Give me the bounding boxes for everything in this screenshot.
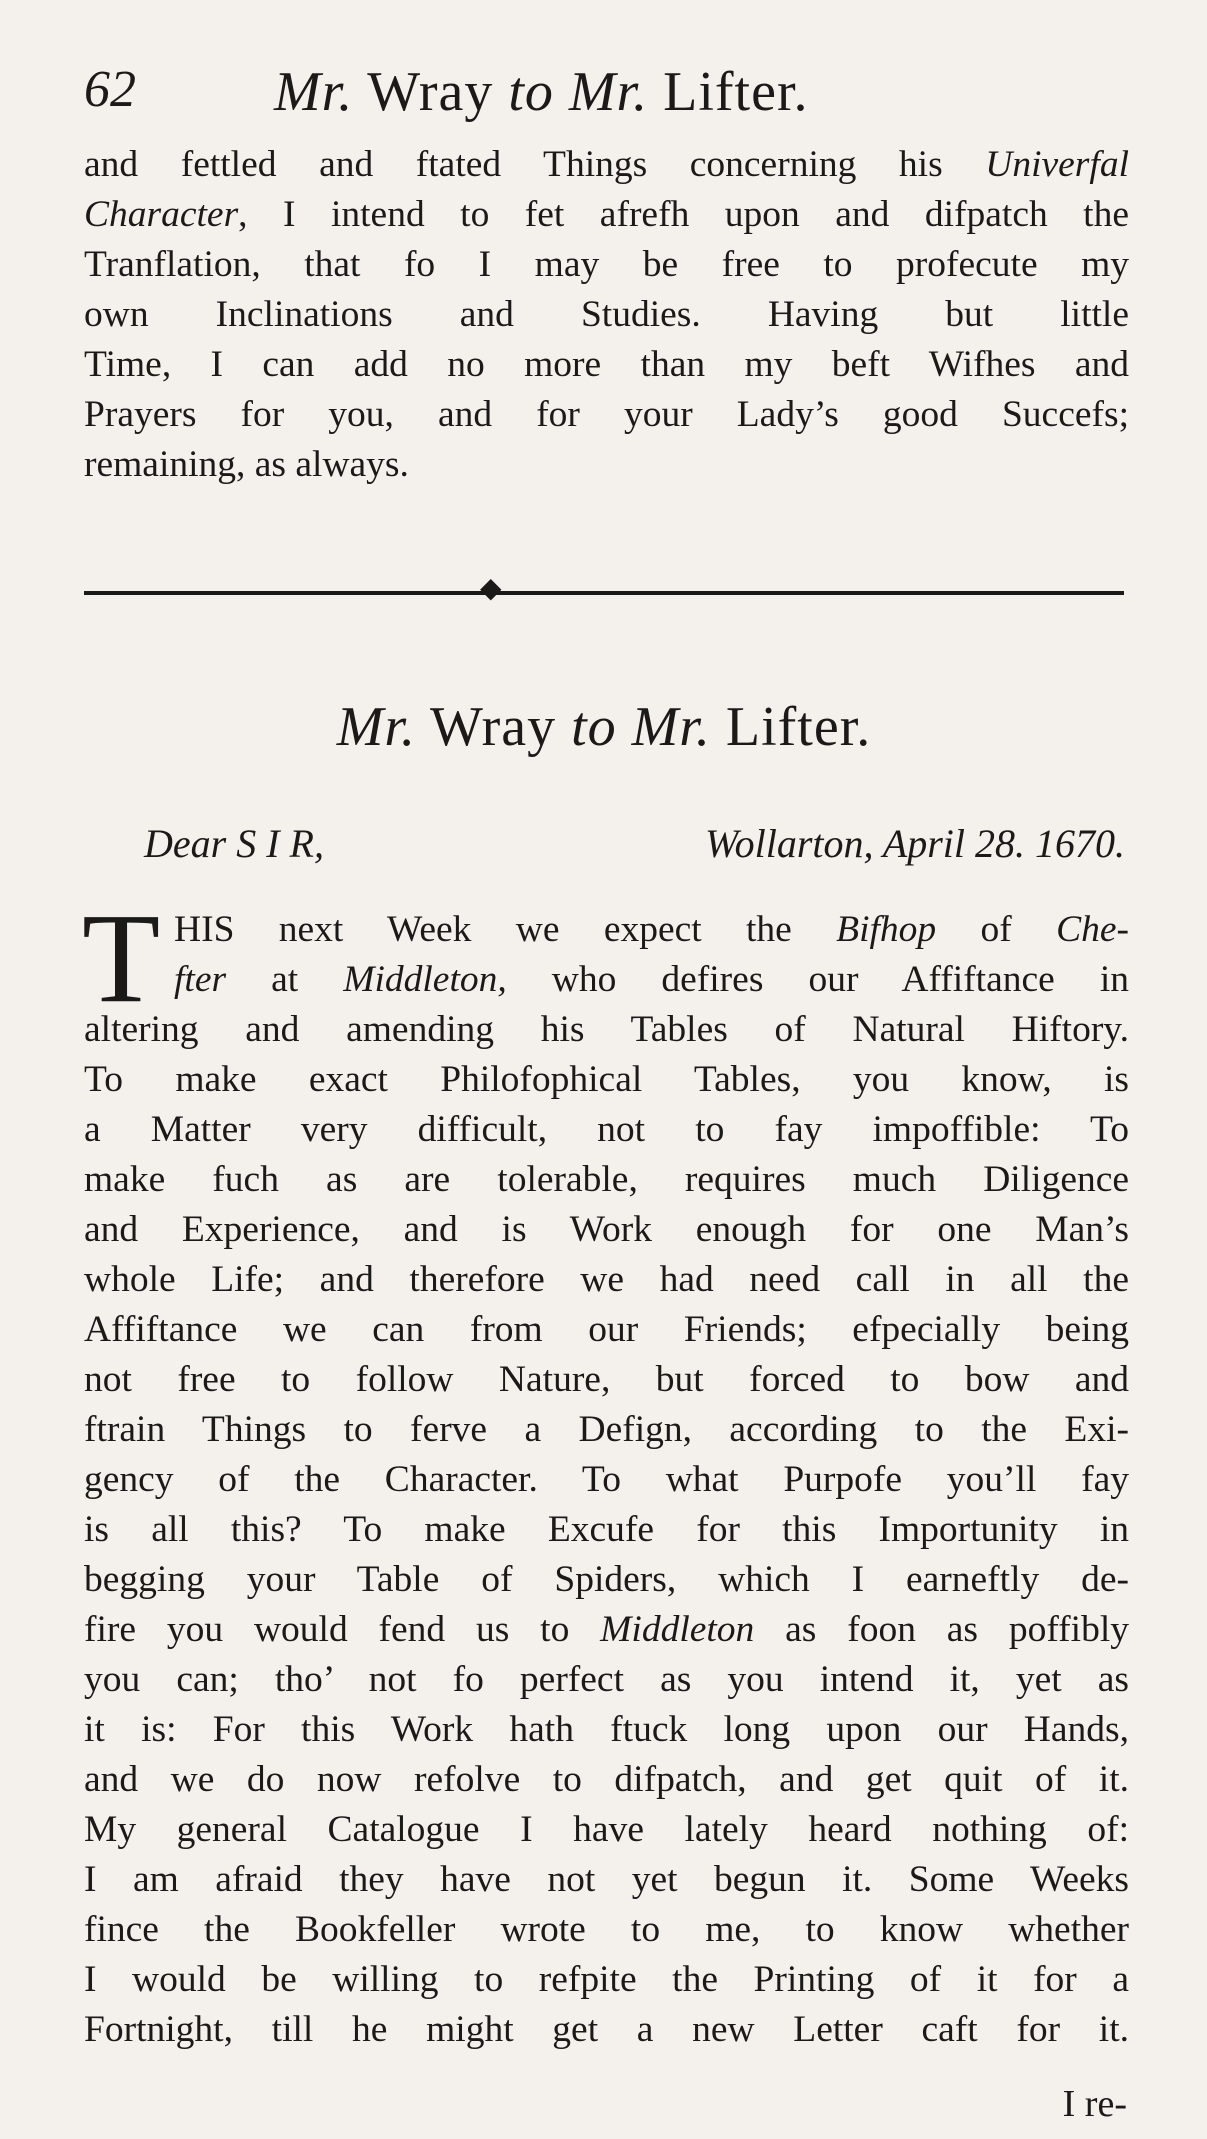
divider-ornament-icon: ◆	[480, 571, 502, 604]
text-line: begging your Table of Spiders, which I earneftly de-	[84, 1559, 1129, 1600]
text-line: I would be willing to refpite the Printing of it for a	[84, 1959, 1129, 2000]
text-line: ftrain Things to ferve a Defign, according to the Exi-	[84, 1409, 1129, 1450]
text-run-italic: Che-	[1056, 909, 1129, 950]
text-run-italic: fter	[174, 959, 227, 1000]
text-run: who defires our Affiftance in	[506, 959, 1129, 1000]
letter-heading-part: Lifter.	[710, 696, 872, 758]
letter-heading-part: Wray	[415, 696, 572, 758]
text-line	[84, 955, 1129, 1005]
page-header	[84, 60, 1124, 140]
text-line: and Experience, and is Work enough for one Man’s	[84, 1209, 1129, 1250]
text-run: at	[226, 959, 344, 1000]
catchword: I re-	[1062, 2083, 1127, 2125]
text-run-italic: Univerfal	[985, 144, 1129, 185]
running-title-part: Wray	[353, 61, 509, 123]
previous-letter-ending	[84, 140, 1129, 490]
text-run: fire you would fend us to	[84, 1609, 601, 1650]
letter-heading-part: Mr.	[336, 696, 416, 758]
text-line: you can; tho’ not fo perfect as you intend it, yet as	[84, 1659, 1129, 1700]
text-line: Prayers for you, and for your Lady’s good Succefs;	[84, 394, 1129, 435]
letter-heading-part: to	[571, 696, 617, 758]
text-run-italic: Middleton,	[343, 959, 507, 1000]
text-line: remaining, as always.	[84, 444, 409, 485]
text-line: gency of the Character. To what Purpofe you’ll fay	[84, 1459, 1129, 1500]
text-line: whole Life; and therefore we had need call in all the	[84, 1259, 1129, 1300]
letter-heading-part: Mr.	[616, 696, 711, 758]
running-title-part: to	[508, 61, 554, 123]
letter-heading	[84, 695, 1124, 759]
text-line: I am afraid they have not yet begun it. Some Weeks	[84, 1859, 1129, 1900]
text-line: Fortnight, till he might get a new Letter caft for it.	[84, 2009, 1129, 2050]
running-title	[274, 60, 1034, 124]
text-line: and we do now refolve to difpatch, and get quit of it.	[84, 1759, 1129, 1800]
text-line: To make exact Philofophical Tables, you know, is	[84, 1059, 1129, 1100]
text-line: own Inclinations and Studies. Having but little	[84, 294, 1129, 335]
section-divider-rule	[84, 591, 1124, 595]
text-line: My general Catalogue I have lately heard nothing of:	[84, 1809, 1129, 1850]
text-line: fince the Bookfeller wrote to me, to know whether	[84, 1909, 1129, 1950]
text-run-italic: Character	[84, 194, 239, 235]
text-line: altering and amending his Tables of Natural Hiftory.	[84, 1009, 1129, 1050]
text-line: Tranflation, that fo I may be free to profecute my	[84, 244, 1129, 285]
running-title-part: Mr.	[274, 61, 354, 123]
text-line	[84, 905, 1129, 955]
text-run: and fettled and ftated Things concerning his	[84, 144, 986, 185]
text-line: Time, I can add no more than my beft Wifhes and	[84, 344, 1129, 385]
page-number: 62	[84, 61, 136, 118]
text-line	[84, 1605, 1129, 1655]
text-run: as foon as poffibly	[754, 1609, 1129, 1650]
text-line: is all this? To make Excufe for this Importunity in	[84, 1509, 1129, 1550]
letter-body	[82, 887, 1129, 2055]
text-run-italic: Bifhop	[836, 909, 937, 950]
text-line: not free to follow Nature, but forced to bow and	[84, 1359, 1129, 1400]
running-title-part: Mr.	[553, 61, 649, 123]
text-run: , I intend to fet afrefh upon and difpatch the	[238, 194, 1129, 235]
salutation: Dear S I R,	[144, 821, 324, 866]
text-run-italic: Middleton	[600, 1609, 755, 1650]
text-line	[84, 140, 1129, 190]
text-run: HIS next Week we expect the	[174, 909, 837, 950]
text-line: Affiftance we can from our Friends; efpecially being	[84, 1309, 1129, 1350]
text-line	[84, 190, 1129, 240]
running-title-part: Lifter.	[648, 61, 809, 123]
text-line: a Matter very difficult, not to fay impoffible: To	[84, 1109, 1129, 1150]
dateline: Wollarton, April 28. 1670.	[704, 821, 1125, 866]
drop-cap: T	[82, 887, 161, 1029]
text-line: it is: For this Work hath ftuck long upon our Hands,	[84, 1709, 1129, 1750]
text-line: make fuch as are tolerable, requires much Diligence	[84, 1159, 1129, 1200]
text-run: of	[936, 909, 1057, 950]
